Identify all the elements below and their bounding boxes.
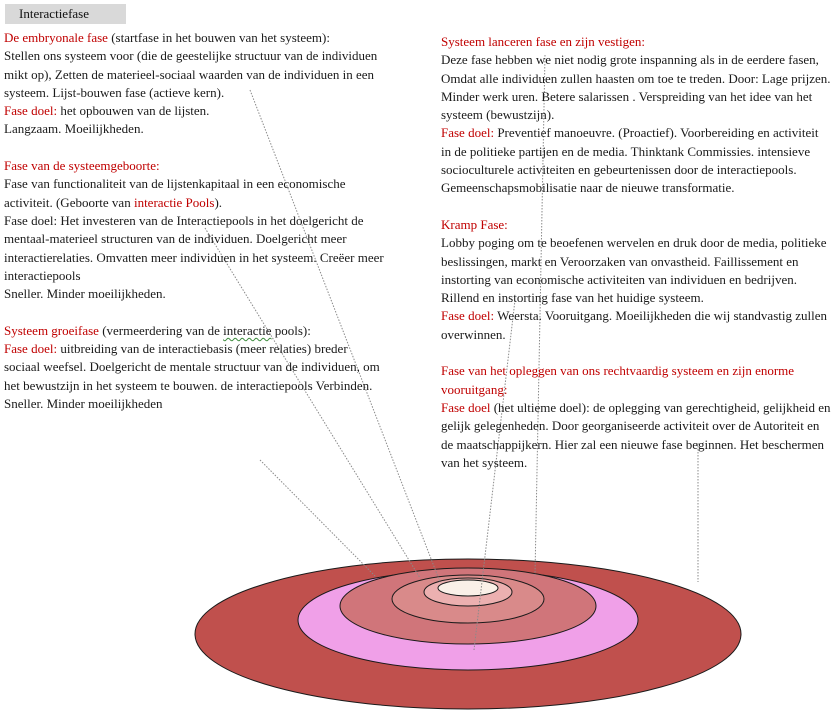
growth-extra: Sneller. Minder moeilijkheden <box>4 395 163 411</box>
embryonal-title-rest: (startfase in het bouwen van het systeem): <box>107 30 330 45</box>
growth-title-rest-pre: (vermeerdering van de <box>98 322 224 338</box>
embryonal-goal-text: het opbouwen van de lijsten. <box>57 103 210 119</box>
birth-phase <box>4 157 384 303</box>
impose-goal-text: (het ultieme doel): de oplegging van gerechtigheid, gelijkheid en gelijk gelegenheden. Door georganiseerde activiteit over de Autoriteit en de maatschappijkern. Hier zal een nieuwe fase beginnen. Het beschermen van het systeem. <box>441 399 831 470</box>
embryonal-body: Stellen ons systeem voor (die de geestelijke structuur van de individuen mikt op), Zetten de materieel-sociaal waarden van de individuen in een systeem. Lijst-bouwen fase (actieve kern). <box>4 48 378 100</box>
left-column <box>4 29 384 413</box>
growth-goal-text: uitbreiding van de interactiebasis (meer relaties) breder sociaal weefsel. Doelgericht de mentale structuur van de individuen, om het bewustzijn in het systeem te bouwen. de interactiepools Verbinden. <box>4 341 380 393</box>
birth-goal: Fase doel: Het investeren van de Interactiepools in het doelgericht de mentaal-materieel structuren van de individuen. Doelgericht meer interactierelaties. Omvatten meer individuen in het systeem. Creëer meer interactiepools <box>4 212 384 283</box>
birth-extra: Sneller. Minder moeilijkheden. <box>4 286 166 302</box>
cramp-body: Lobby poging om te beoefenen wervelen en druk door de media, politieke beslissingen, markt en Veroorzaken van onvastheid. Faillissement en instorting van economische activiteiten van individuen en bedrijven. Rillend en instorting fase van het huidige systeem. <box>441 235 827 306</box>
growth-phase <box>4 322 384 413</box>
impose-phase <box>441 362 831 472</box>
impose-goal-label: Fase doel <box>441 399 491 415</box>
launch-title: Systeem lanceren fase en zijn vestigen: <box>441 34 645 49</box>
birth-title: Fase van de systeemgeboorte: <box>4 158 160 174</box>
embryonal-phase <box>4 29 384 139</box>
launch-goal-label: Fase doel: <box>441 125 495 141</box>
birth-body-pre: Fase van functionaliteit van de lijstenkapitaal in een economische activiteit. (Geboorte van <box>4 176 346 210</box>
cramp-goal-label: Fase doel: <box>441 308 495 324</box>
cramp-goal-text: Weersta. Vooruitgang. Moeilijkheden die wij standvastig zullen overwinnen. <box>441 308 827 342</box>
birth-body-red: interactie Pools <box>133 194 215 210</box>
growth-title-rest-post: pools): <box>271 322 311 338</box>
cramp-title: Kramp Fase: <box>441 216 508 232</box>
embryonal-title: De embryonale fase <box>4 30 108 45</box>
embryonal-goal-label: Fase doel: <box>4 103 58 119</box>
launch-phase <box>441 33 831 198</box>
impose-title: Fase van het opleggen van ons rechtvaardig systeem en zijn enorme vooruitgang: <box>441 363 795 397</box>
growth-goal-label: Fase doel: <box>4 341 58 357</box>
phase-tag: Interactiefase <box>5 4 126 24</box>
launch-body: Deze fase hebben we niet nodig grote inspanning als in de eerdere fasen, Omdat alle individuen zullen haasten om toe te treden. Door: Lage prijzen. Minder werk uren. Betere salarissen . Verspreiding van het idee van het systeem (bewustzijn). <box>441 52 831 123</box>
growth-title: Systeem groeifase <box>4 322 99 338</box>
right-column <box>441 33 831 472</box>
cramp-phase <box>441 216 831 344</box>
birth-body-post: ). <box>214 194 223 210</box>
growth-title-rest-wavy: interactie <box>223 322 272 338</box>
launch-goal-text: Preventief manoeuvre. (Proactief). Voorbereiding en activiteit in de politieke partijen en de media. Thinktank Commissies. intensieve socioculturele activiteiten en gebeurtenissen door de interactiepools. Gemeenschapsmobilisatie naar de nieuwe transformatie. <box>441 125 819 196</box>
ring-center <box>438 580 498 596</box>
embryonal-extra: Langzaam. Moeilijkheden. <box>4 121 144 137</box>
